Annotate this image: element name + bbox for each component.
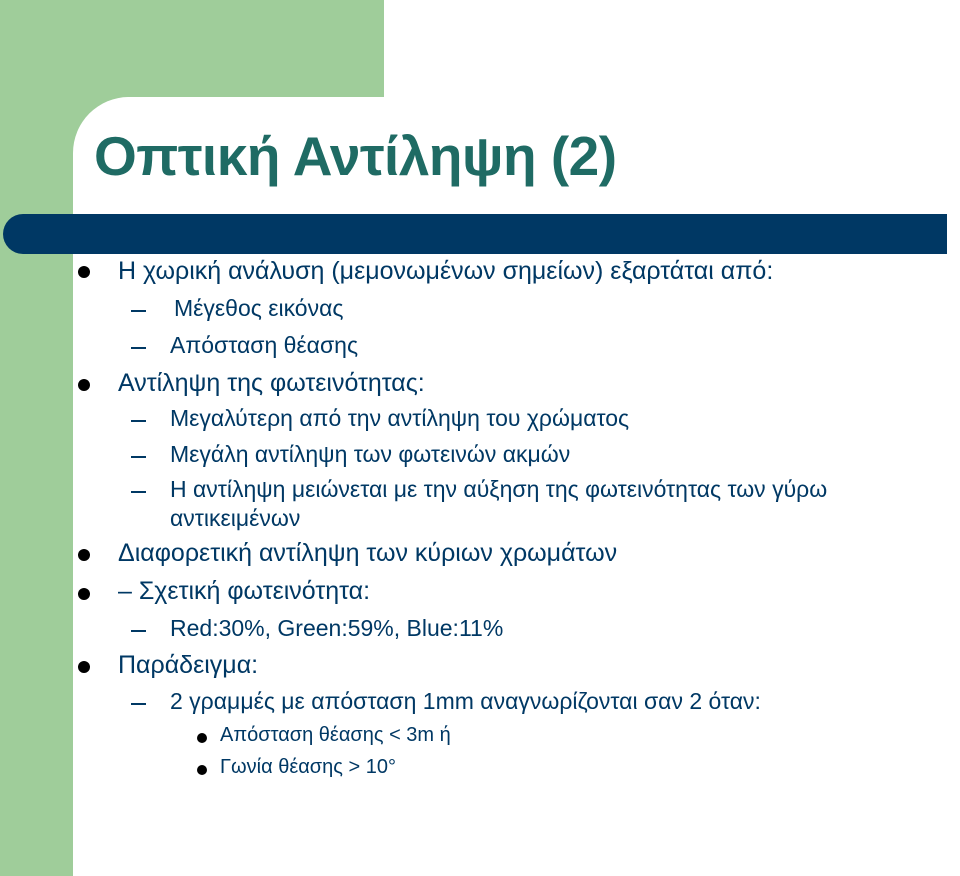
sub-item: Μεγάλη αντίληψη των φωτεινών ακμών — [170, 441, 571, 467]
dash-icon — [131, 703, 146, 705]
sub-item: Red:30%, Green:59%, Blue:11% — [170, 615, 504, 641]
slide-title: Οπτική Αντίληψη (2) — [94, 125, 617, 187]
bullet-icon — [197, 765, 207, 775]
bullet-item: Διαφορετική αντίληψη των κύριων χρωμάτων — [118, 539, 618, 567]
bullet-icon — [78, 661, 90, 673]
dash-icon — [131, 420, 146, 422]
bullet-item: Η χωρική ανάλυση (μεμονωμένων σημείων) εξαρτάται από: — [118, 257, 774, 285]
bullet-icon — [197, 733, 207, 743]
sub-item: Η αντίληψη μειώνεται με την αύξηση της φωτεινότητας των γύρω — [170, 476, 828, 502]
sub-item: Μεγαλύτερη από την αντίληψη του χρώματος — [170, 405, 630, 431]
bullet-icon — [78, 549, 90, 561]
bullet-icon — [78, 266, 90, 278]
sub-item-continuation: αντικειμένων — [170, 505, 301, 531]
dash-icon — [131, 456, 146, 458]
sub-sub-item: Απόσταση θέασης < 3m ή — [220, 724, 451, 746]
sub-item: Απόσταση θέασης — [170, 332, 359, 358]
dash-icon — [131, 630, 146, 632]
dash-icon — [131, 491, 146, 493]
dash-icon — [131, 310, 146, 312]
sub-item: Μέγεθος εικόνας — [174, 295, 344, 321]
bullet-item: Αντίληψη της φωτεινότητας: — [118, 369, 425, 397]
dash-icon — [131, 347, 146, 349]
bullet-icon — [78, 588, 90, 600]
bullet-item: – Σχετική φωτεινότητα: — [118, 577, 371, 605]
title-divider-bar — [3, 214, 947, 254]
sub-sub-item: Γωνία θέασης > 10° — [220, 756, 396, 778]
bullet-item: Παράδειγμα: — [118, 651, 259, 679]
bullet-icon — [78, 379, 90, 391]
sub-item: 2 γραμμές με απόσταση 1mm αναγνωρίζονται σαν 2 όταν: — [170, 688, 761, 714]
